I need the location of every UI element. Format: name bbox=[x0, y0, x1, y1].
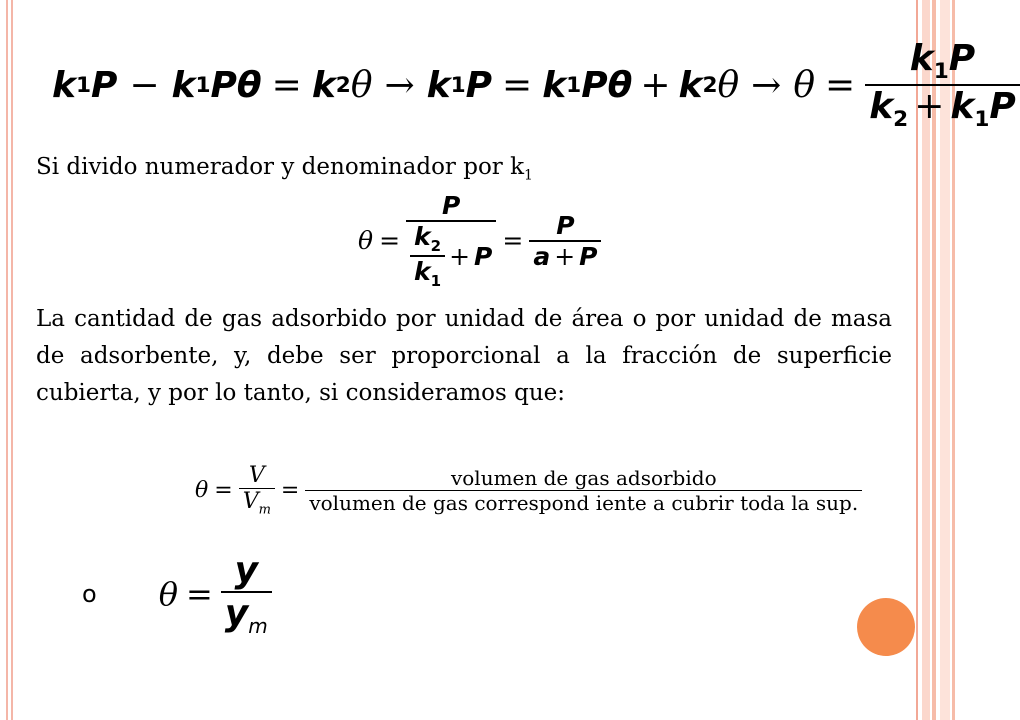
inner-fraction: $\frac{k_2}{k_1}$ bbox=[410, 222, 445, 290]
fraction: $\frac{P}{a + P}$ bbox=[529, 211, 601, 271]
orange-circle-decoration bbox=[857, 598, 915, 656]
equation-theta-y: o θ = $\frac{y}{y_m}$ bbox=[82, 548, 272, 640]
left-border-line bbox=[11, 0, 13, 720]
fraction: $\frac{k_1P}{k_2 + k_1P}$ bbox=[865, 38, 1020, 132]
left-border-line bbox=[6, 0, 8, 720]
equation-theta-volume: θ = $\frac{V}{V_m}$ = $\frac{\text{volumen de gas adsorbido}}{\text{volumen de gas correspond iente a cubrir toda la sup.}}$ bbox=[195, 448, 862, 532]
instruction-text: Si divido numerador y denominador por $k_1$ bbox=[36, 154, 533, 184]
fraction: $\frac{V}{V_m}$ bbox=[239, 463, 275, 517]
explanation-paragraph: La cantidad de gas adsorbido por unidad de área o por unidad de masa de adsorbente, y, debe ser proporcional a la fracción de superficie cubierta, y por lo tanto, si consideramos que: bbox=[36, 306, 892, 406]
equation-theta-simplified: θ = P $\frac{k_2}{k_1}$ + P = $\frac{P}{a + P}$ bbox=[358, 183, 601, 298]
fraction: P $\frac{k_2}{k_1}$ + P bbox=[406, 191, 496, 290]
fraction: $\frac{y}{y_m}$ bbox=[221, 550, 272, 638]
equation-rate-balance: k 1 P − k 1 Pθ = k 2 θ → k 1 P = k 1 Pθ + k 2 θ → θ = $\frac{k_1P}{k_2 + k_1P}$ bbox=[52, 30, 1020, 140]
fraction: $\frac{\text{volumen de gas adsorbido}}{\text{volumen de gas correspond iente a cubrir toda la sup.}}$ bbox=[305, 466, 862, 515]
